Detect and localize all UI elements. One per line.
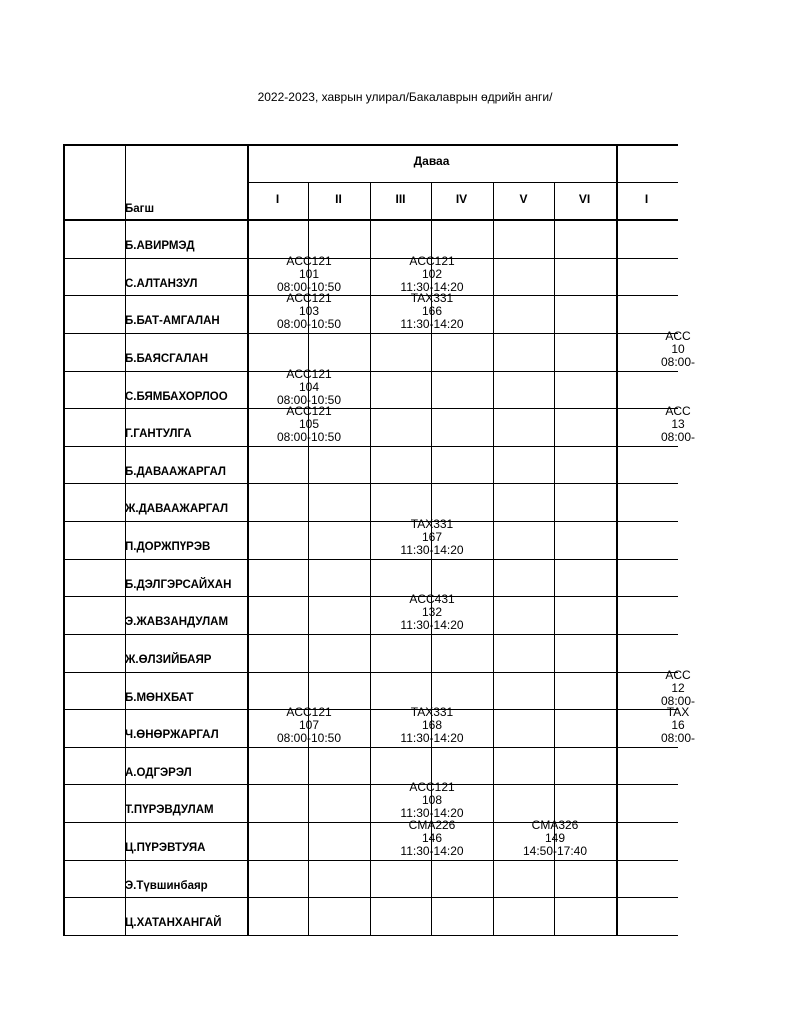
- teacher-name: Б.МӨНХБАТ: [125, 692, 194, 704]
- teacher-name: Г.ГАНТУЛГА: [125, 428, 192, 440]
- course-group: 108: [421, 793, 443, 807]
- course-code: TAX331: [410, 705, 454, 719]
- schedule-table: [63, 144, 696, 933]
- teacher-name: Б.ДЭЛГЭРСАЙХАН: [125, 579, 232, 591]
- teacher-name: П.ДОРЖПҮРЭВ: [125, 541, 211, 553]
- teacher-name: А.ОДГЭРЭЛ: [125, 767, 192, 779]
- course-group: 166: [421, 304, 443, 318]
- teacher-name: Ч.ӨНӨРЖАРГАЛ: [125, 729, 219, 741]
- grid-row-line: [63, 860, 678, 861]
- course-group: 12: [671, 681, 685, 695]
- course-code: ACC121: [286, 705, 332, 719]
- course-time: 08:00-10:50: [276, 393, 342, 407]
- grid-row-line: [63, 559, 678, 560]
- course-time: 08:00-10:50: [276, 430, 342, 444]
- teacher-name: Б.ДАВААЖАРГАЛ: [125, 466, 226, 478]
- course-time: 08:00-10:50: [276, 280, 342, 294]
- grid-row-line: [63, 483, 678, 484]
- course-code: TAX331: [410, 517, 454, 531]
- page-title: 2022-2023, хаврын улирал/Бакалаврын өдрийн анги/: [257, 90, 553, 104]
- course-group: 13: [671, 417, 685, 431]
- course-time: 11:30-14:20: [400, 280, 464, 294]
- teacher-name: Т.ПҮРЭВДУЛАМ: [125, 804, 214, 816]
- teacher-name: Ц.ХАТАНХАНГАЙ: [125, 917, 222, 929]
- grid-column-line: [125, 144, 126, 935]
- course-entry: [616, 405, 740, 444]
- course-code: ACC121: [286, 404, 332, 418]
- period-header: V: [519, 192, 528, 206]
- course-code: CMA226: [408, 818, 456, 832]
- grid-column-line: [616, 144, 618, 935]
- teacher-name: Ж.ӨЛЗИЙБАЯР: [125, 654, 212, 666]
- course-time: 08:00-: [660, 355, 696, 369]
- course-time: 11:30-14:20: [400, 618, 464, 632]
- course-group: 168: [421, 718, 443, 732]
- grid-row-line: [63, 897, 678, 898]
- period-header: IV: [455, 192, 468, 206]
- course-entry: [370, 593, 494, 632]
- course-group: 149: [544, 831, 566, 845]
- course-time: 11:30-14:20: [400, 844, 464, 858]
- period-header: III: [395, 192, 406, 206]
- teacher-name: Ж.ДАВААЖАРГАЛ: [125, 503, 229, 515]
- course-group: 107: [298, 718, 320, 732]
- course-time: 11:30-14:20: [400, 731, 464, 745]
- course-group: 101: [298, 267, 320, 281]
- course-code: TAX331: [410, 291, 454, 305]
- course-entry: [370, 292, 494, 331]
- grid-row-line: [63, 747, 678, 748]
- grid-row-line: [63, 219, 678, 221]
- course-code: ACC: [665, 329, 691, 343]
- teacher-name: Ц.ПҮРЭВТУЯА: [125, 842, 206, 854]
- course-entry: [370, 819, 494, 858]
- day-header-monday: Даваа: [413, 154, 450, 168]
- period-header: VI: [578, 192, 591, 206]
- grid-column-line: [63, 144, 65, 935]
- grid-row-line: [63, 634, 678, 635]
- course-time: 11:30-14:20: [400, 806, 464, 820]
- teacher-name: С.АЛТАНЗУЛ: [125, 278, 198, 290]
- course-entry: [370, 706, 494, 745]
- course-time: 08:00-10:50: [276, 317, 342, 331]
- course-code: ACC121: [409, 254, 455, 268]
- course-group: 132: [421, 605, 443, 619]
- grid-row-line: [63, 935, 678, 936]
- teacher-name: Б.АВИРМЭД: [125, 240, 195, 252]
- course-entry: [247, 292, 371, 331]
- course-entry: [493, 819, 617, 858]
- course-group: 103: [298, 304, 320, 318]
- course-group: 167: [421, 530, 443, 544]
- course-entry: [616, 669, 740, 708]
- grid-row-line: [247, 182, 678, 183]
- course-code: TAX: [666, 705, 690, 719]
- teacher-column-header: Багш: [125, 203, 155, 215]
- teacher-name: Б.БАТ-АМГАЛАН: [125, 315, 220, 327]
- course-entry: [247, 255, 371, 294]
- course-group: 146: [421, 831, 443, 845]
- course-time: 08:00-: [660, 694, 696, 708]
- course-entry: [370, 781, 494, 820]
- grid-row-line: [63, 446, 678, 447]
- course-code: ACC431: [409, 592, 455, 606]
- grid-row-line: [63, 144, 678, 146]
- teacher-name: С.БЯМБАХОРЛОО: [125, 391, 228, 403]
- period-header: II: [335, 192, 342, 206]
- period-header: I: [275, 192, 280, 206]
- course-entry: [370, 518, 494, 557]
- course-entry: [247, 405, 371, 444]
- course-group: 104: [298, 380, 320, 394]
- course-time: 11:30-14:20: [400, 317, 464, 331]
- course-code: ACC121: [409, 780, 455, 794]
- course-code: ACC121: [286, 291, 332, 305]
- course-group: 16: [671, 718, 685, 732]
- course-group: 102: [421, 267, 443, 281]
- teacher-name: Э.ЖАВЗАНДУЛАМ: [125, 616, 229, 628]
- course-code: ACC: [665, 668, 691, 682]
- teacher-name: Б.БАЯСГАЛАН: [125, 353, 209, 365]
- course-time: 08:00-: [660, 430, 696, 444]
- course-time: 11:30-14:20: [400, 543, 464, 557]
- course-entry: [370, 255, 494, 294]
- grid-row-line: [63, 672, 678, 673]
- course-code: ACC: [665, 404, 691, 418]
- course-entry: [616, 706, 740, 745]
- course-entry: [247, 368, 371, 407]
- course-code: ACC121: [286, 254, 332, 268]
- course-entry: [616, 330, 740, 369]
- course-time: 08:00-10:50: [276, 731, 342, 745]
- course-group: 105: [298, 417, 320, 431]
- teacher-name: Э.Түвшинбаяр: [125, 880, 208, 892]
- course-group: 10: [671, 342, 685, 356]
- course-time: 08:00-: [660, 731, 696, 745]
- course-code: ACC121: [286, 367, 332, 381]
- course-time: 14:50-17:40: [522, 844, 588, 858]
- period-header: I: [644, 192, 649, 206]
- grid-row-line: [63, 333, 678, 334]
- course-entry: [247, 706, 371, 745]
- course-code: CMA326: [531, 818, 579, 832]
